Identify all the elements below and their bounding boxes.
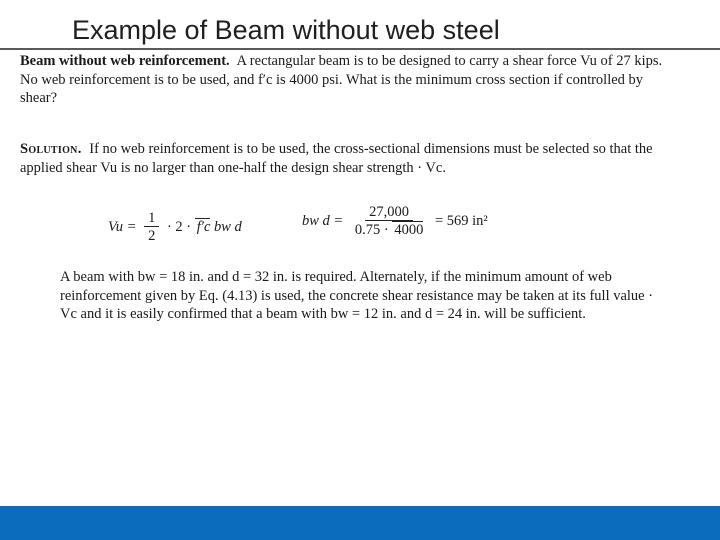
section-equation	[302, 204, 488, 239]
title-divider	[0, 48, 720, 50]
eq2-fraction	[351, 204, 427, 239]
eq2-sqrt: 4000	[394, 222, 424, 238]
eq1-sqrt	[195, 218, 211, 235]
eq1-numerator: 1	[144, 210, 159, 227]
problem-statement	[20, 52, 675, 108]
eq1-root-value: f′c	[196, 218, 211, 235]
footer-bar	[0, 506, 720, 540]
eq1-coefficient: · 2 ·	[166, 218, 192, 235]
eq1-dimensions: bw d	[214, 218, 242, 235]
eq2-numerator: 27,000	[365, 204, 413, 221]
problem-text: A rectangular beam is to be designed to carry a shear force Vu of 27 kips. No web reinforcement is to be used, and f′c is 4000 psi. What is the minimum cross section if controlled by shear?	[20, 53, 663, 106]
solution-heading: Solution.	[20, 141, 82, 157]
eq1-fraction	[144, 210, 159, 245]
problem-heading: Beam without web reinforcement.	[20, 53, 230, 69]
eq2-den-factor: 0.75 ·	[354, 222, 389, 238]
eq1-lhs: Vu =	[108, 218, 137, 235]
slide-title: Example of Beam without web steel	[72, 15, 500, 45]
solution-text: If no web reinforcement is to be used, the cross-sectional dimensions must be selected so that the applied shear Vu is no larger than one-half the design shear strength · Vc.	[20, 141, 653, 176]
eq2-result: = 569 in²	[434, 212, 488, 229]
eq1-denominator: 2	[148, 228, 156, 244]
shear-equation	[108, 210, 242, 245]
eq2-lhs: bw d =	[302, 212, 344, 229]
solution-statement	[20, 140, 675, 177]
conclusion-paragraph: A beam with bw = 18 in. and d = 32 in. is required. Alternately, if the minimum amount of web reinforcement given by Eq. (4.13) is used, the concrete shear resistance may be taken at its full value · Vc and it is easily confirmed that a beam with bw = 12 in. and d = 24 in. will be sufficient.	[60, 269, 654, 322]
eq2-denominator	[351, 221, 427, 239]
